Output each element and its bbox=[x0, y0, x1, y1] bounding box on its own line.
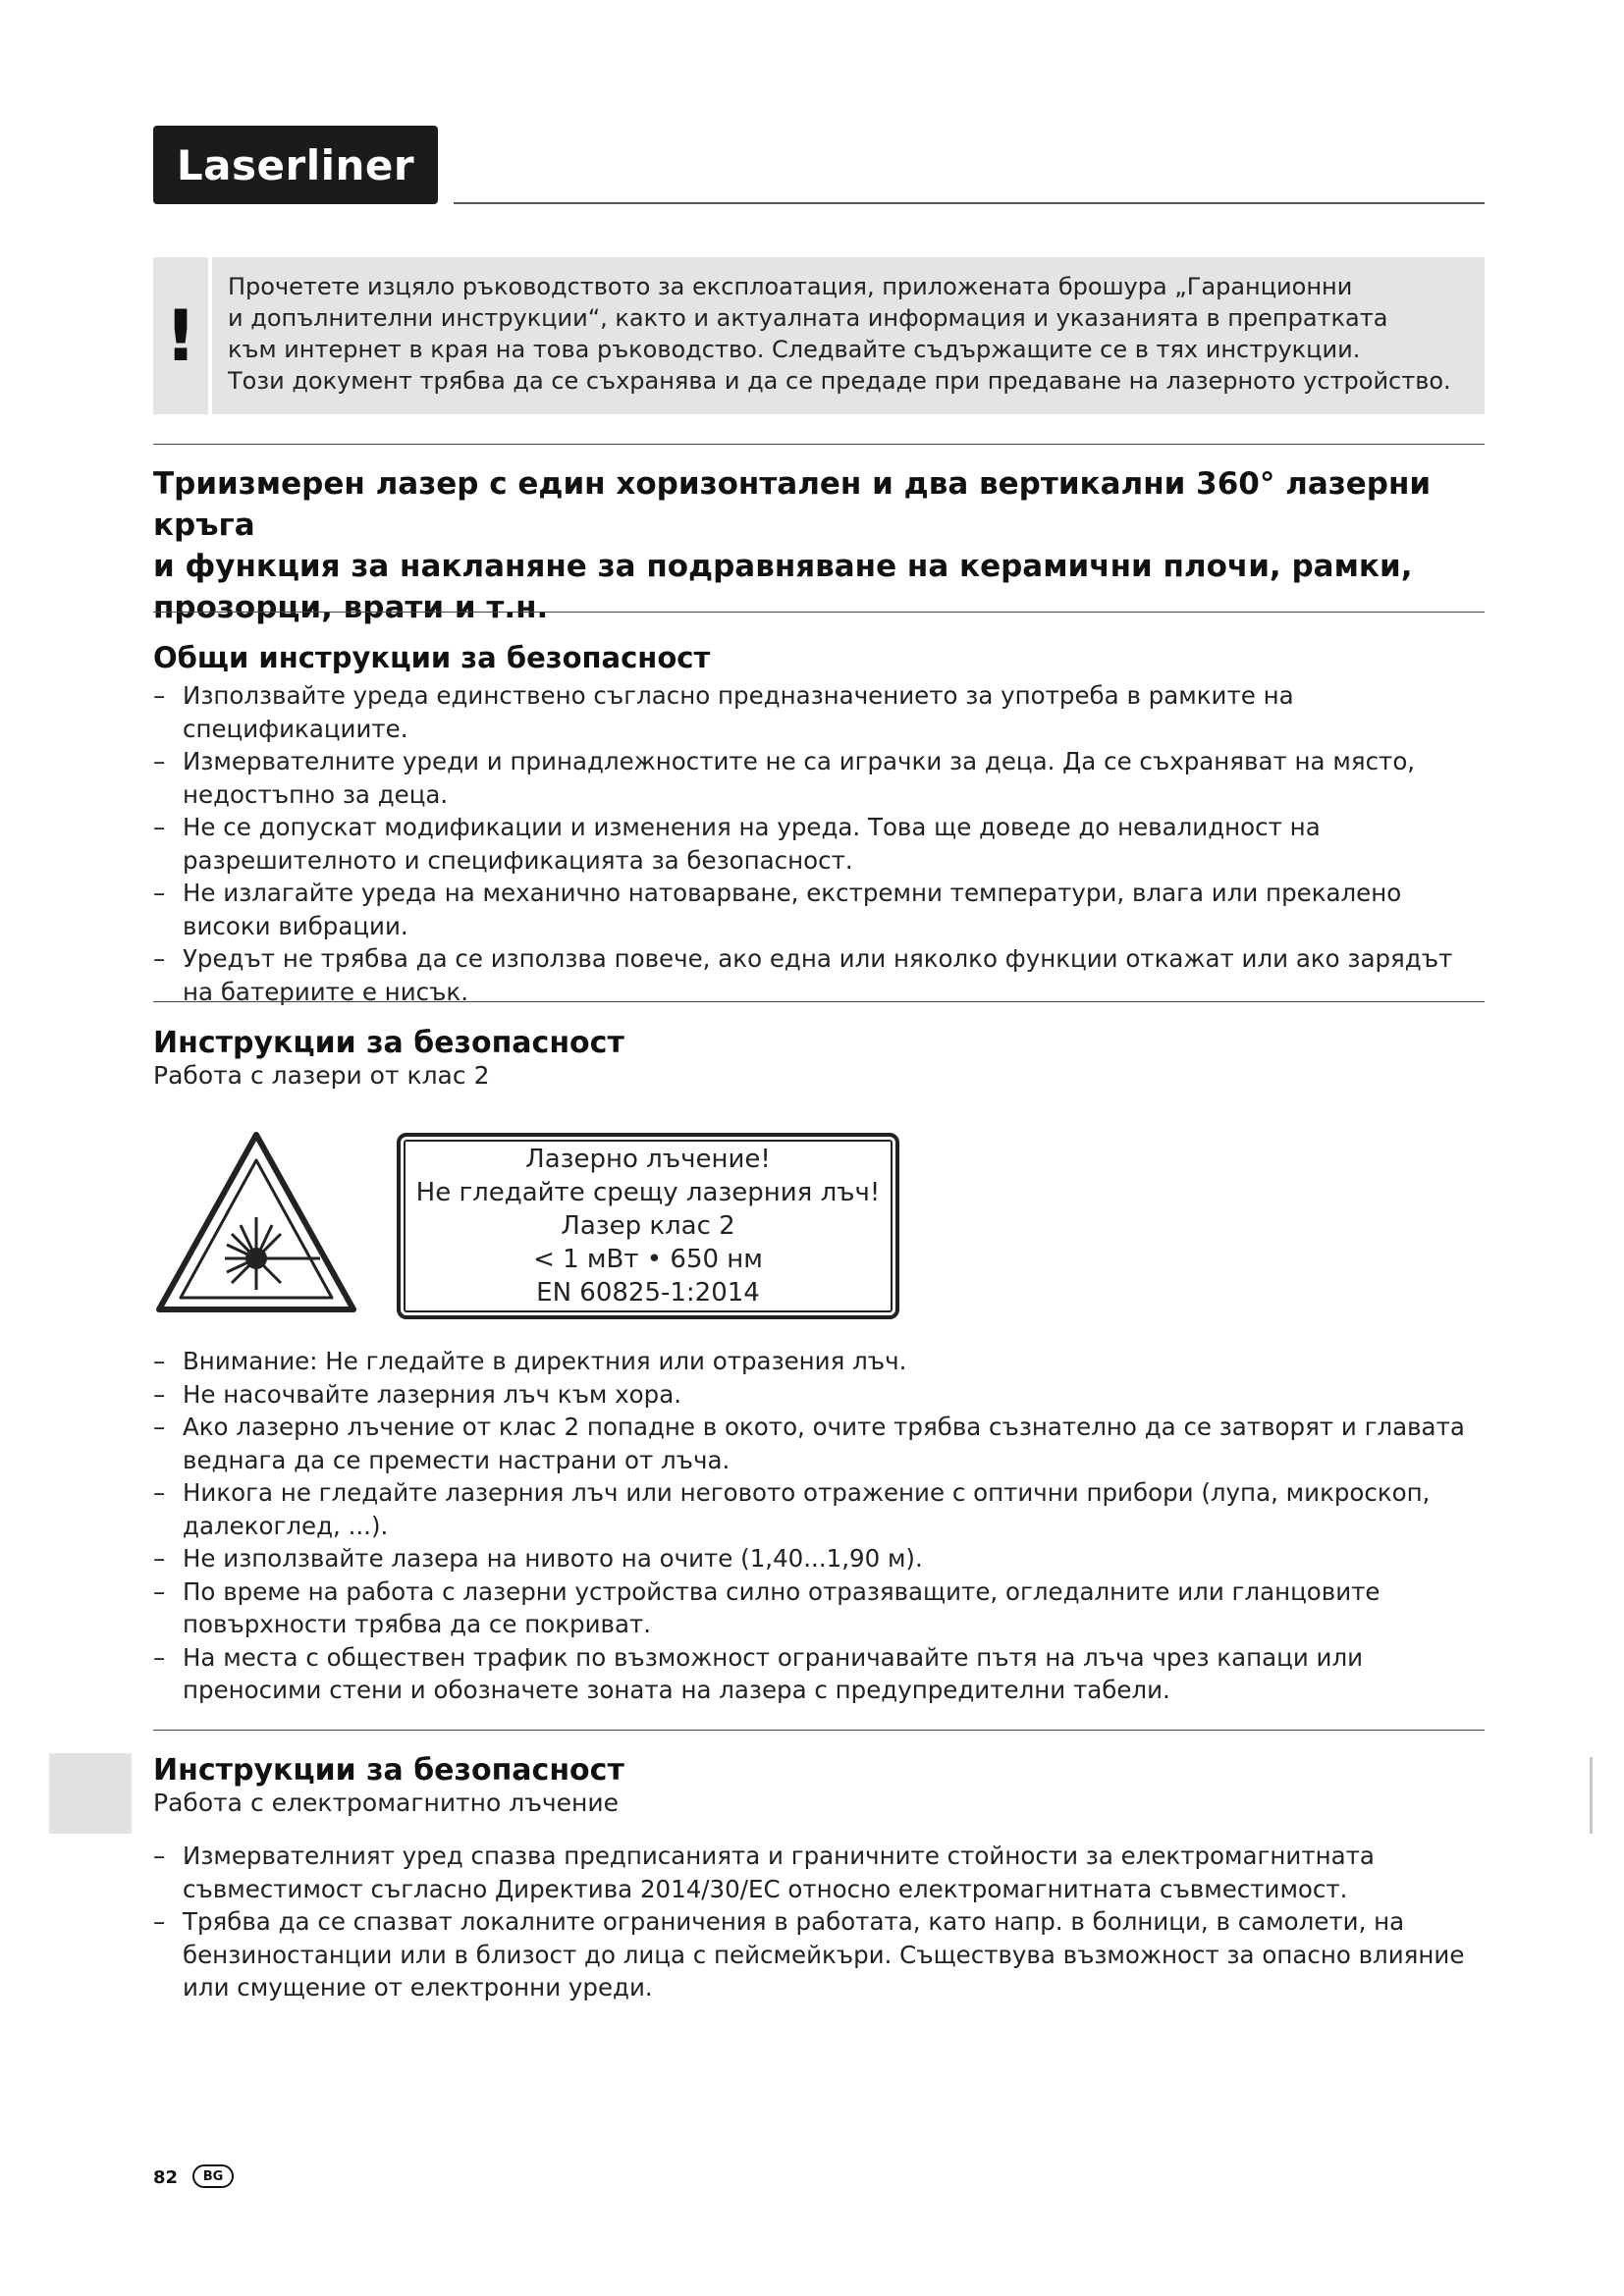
page-number: 82 bbox=[153, 2167, 179, 2188]
laser-safety-header bbox=[153, 1026, 1037, 1091]
general-safety-section bbox=[153, 640, 1489, 1008]
label-line: Лазерно лъчение! bbox=[525, 1145, 771, 1174]
notice-line: Прочетете изцяло ръководството за експлоатация, приложената брошура „Гаранционни bbox=[228, 273, 1353, 300]
laser-safety-section bbox=[153, 1345, 1489, 1707]
product-title-line: прозорци, врати и т.н. bbox=[153, 590, 549, 625]
notice-line: Този документ трябва да се съхранява и да се предаде при предаване на лазерното устройство. bbox=[228, 367, 1451, 395]
language-badge: BG bbox=[192, 2164, 234, 2188]
emc-safety-list bbox=[153, 1840, 1489, 2004]
list-item: – Не използвайте лазера на нивото на очите (1,40...1,90 м). bbox=[153, 1542, 1489, 1575]
notice-line: към интернет в края на това ръководство. Следвайте съдържащите се в тях инструкции. bbox=[228, 336, 1361, 363]
list-item: – Никога не гледайте лазерния лъч или неговото отражение с оптични прибори (лупа, микроскоп, далекоглед, ...). bbox=[153, 1476, 1489, 1542]
divider bbox=[153, 444, 1485, 445]
brand-logo bbox=[153, 126, 438, 204]
list-item: – Използвайте уреда единствено съгласно предназначението за употреба в рамките на спецификациите. bbox=[153, 679, 1489, 745]
list-item: – Трябва да се спазват локалните ограничения в работата, като напр. в болници, в самолети, на бензиностанции или в близост до лица с пейсмейкъри. Съществува възможност за опасно влияние или смущение от електронни уреди. bbox=[153, 1905, 1489, 2004]
notice-line: и допълнителни инструкции“, както и актуалната информация и указанията в препратката bbox=[228, 304, 1388, 332]
notice-box bbox=[212, 257, 1485, 414]
section-title: Инструкции за безопасност bbox=[153, 1026, 624, 1060]
divider bbox=[153, 1001, 1485, 1002]
list-item: – Не се допускат модификации и изменения на уреда. Това ще доведе до невалидност на разрешителното и спецификацията за безопасност. bbox=[153, 811, 1489, 877]
list-item: – Измервателният уред спазва предписанията и граничните стойности за електромагнитната съвместимост съгласно Директива 2014/30/ЕС относно електромагнитната съвместимост. bbox=[153, 1840, 1489, 1905]
list-item: – Не излагайте уреда на механично натоварване, екстремни температури, влага или прекалено високи вибрации. bbox=[153, 877, 1489, 942]
notice-marker bbox=[153, 257, 208, 414]
list-item: – Внимание: Не гледайте в директния или отразения лъч. bbox=[153, 1345, 1489, 1378]
exclamation-icon: ! bbox=[164, 294, 197, 377]
label-line: EN 60825-1:2014 bbox=[536, 1278, 760, 1308]
laser-warning-icon bbox=[153, 1129, 359, 1317]
page-side-tab bbox=[49, 1753, 132, 1834]
list-item: – На места с обществен трафик по възможност ограничавайте пътя на лъча чрез капаци или преносими стени и обозначете зоната на лазера с предупредителни табели. bbox=[153, 1641, 1489, 1707]
label-line: Не гледайте срещу лазерния лъч! bbox=[415, 1178, 881, 1207]
list-item: – Уредът не трябва да се използва повече, ако една или няколко функции откажат или ако зарядът на батериите е нисък. bbox=[153, 942, 1489, 1008]
label-line: Лазер клас 2 bbox=[561, 1211, 735, 1241]
section-subtitle: Работа с лазери от клас 2 bbox=[153, 1061, 490, 1090]
list-item: – Ако лазерно лъчение от клас 2 попадне в окото, очите трябва съзнателно да се затворят и главата веднага да се премести настрани от лъча. bbox=[153, 1411, 1489, 1476]
divider bbox=[153, 612, 1485, 613]
section-title: Общи инструкции за безопасност bbox=[153, 641, 711, 674]
product-title-line: Триизмерен лазер с един хоризонтален и два вертикални 360° лазерни кръга bbox=[153, 466, 1432, 543]
product-title-line: и функция за накланяне за подравняване на керамични плочи, рамки, bbox=[153, 549, 1413, 584]
section-subtitle: Работа с електромагнитно лъчение bbox=[153, 1789, 620, 1817]
header-divider bbox=[454, 202, 1485, 204]
general-safety-list bbox=[153, 679, 1489, 1008]
list-item: – Не насочвайте лазерния лъч към хора. bbox=[153, 1378, 1489, 1412]
list-item: – Измервателните уреди и принадлежностите не са играчки за деца. Да се съхраняват на място, недостъпно за деца. bbox=[153, 745, 1489, 811]
label-line: < 1 мВт • 650 нм bbox=[533, 1245, 763, 1274]
section-title: Инструкции за безопасност bbox=[153, 1753, 624, 1788]
divider bbox=[153, 1730, 1485, 1731]
product-title bbox=[153, 463, 1489, 628]
list-item: – По време на работа с лазерни устройства силно отразяващите, огледалните или гланцовите повърхности трябва да се покриват. bbox=[153, 1575, 1489, 1641]
laser-class-label bbox=[397, 1133, 899, 1319]
emc-safety-section bbox=[153, 1753, 1489, 2004]
brand-name: Laserliner bbox=[176, 140, 415, 189]
page-edge-marker bbox=[1590, 1757, 1593, 1834]
laser-safety-list bbox=[153, 1345, 1489, 1707]
